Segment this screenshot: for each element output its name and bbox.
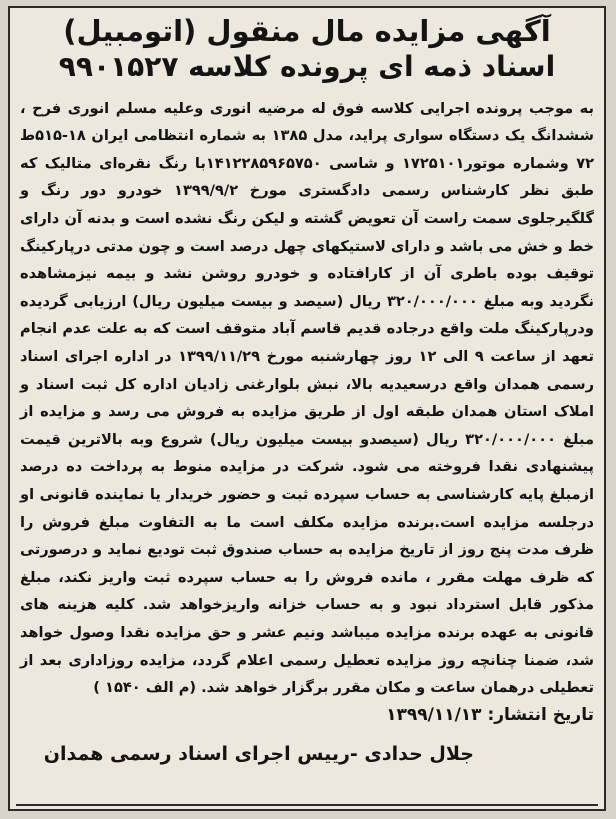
- notice-title: آگهی مزایده مال منقول (اتومبیل): [63, 14, 551, 48]
- notice-subtitle: اسناد ذمه ای پرونده کلاسه ۹۹۰۱۵۲۷: [58, 49, 556, 83]
- auction-notice: [8, 6, 606, 811]
- signature: جلال حدادی -رییس اجرای اسناد رسمی همدان: [43, 742, 474, 765]
- publish-date: تاریخ انتشار: ۱۳۹۹/۱۱/۱۳: [386, 704, 594, 725]
- notice-body: به موجب پرونده اجرایی کلاسه فوق له مرضیه انوری وعلیه مسلم انوری فرح ، ششدانگ یک دستگاه سواری پراید، مدل ۱۳۸۵ به شماره انتظامی ایران ۱۸-۵۱۵ط ۷۲ وشماره موتور۱۷۲۵۱۰۱ و شاسی ۱۴۱۲۲۸۵۹۶۵۷۵۰با رنگ نقره‌ای متالیک که طبق نظر کارشناس رسمی دادگستری مورخ ۱۳۹۹/۹/۲ خودرو دور رنگ و گلگیرجلوی سمت راست آن تعویض گشته و لیکن رنگ نشده است و بدنه آن دارای خط و خش می باشد و دارای لاستیکهای چهل درصد است و چون مدتی درپارکینگ توقیف بوده باطری آن از کارافتاده و خودرو روشن نشد و بیمه نیزمشاهده نگردید وبه مبلغ ۳۲۰/۰۰۰/۰۰۰ ریال (سیصد و بیست میلیون ریال) ارزیابی گردیده ودرپارکینگ ملت واقع درجاده قدیم قاسم آباد متوقف است که به علت عدم انجام تعهد از ساعت ۹ الی ۱۲ روز چهارشنبه مورخ ۱۳۹۹/۱۱/۲۹ در اداره اجرای اسناد رسمی همدان واقع درسعیدیه بالا، نبش بلوارغنی زادیان اداره کل ثبت اسناد و املاک استان همدان طبقه اول از طریق مزایده به فروش می رسد و مزایده از مبلغ ۳۲۰/۰۰۰/۰۰۰ ریال (سیصدو بیست میلیون ریال) شروع وبه بالاترین قیمت پیشنهادی نقدا فروخته می شود. شرکت در مزایده منوط به پرداخت ده درصد ازمبلغ پایه کارشناسی به حساب سپرده ثبت و حضور خریدار یا نماینده قانونی او درجلسه مزایده است.برنده مزایده مکلف است ما به التفاوت مبلغ فروش را ظرف مدت پنج روز از تاریخ مزایده به حساب صندوق ثبت تودیع نماید و درصورتی که ظرف مهلت مقرر ، مانده فروش را به حساب سپرده ثبت واریز نکند، مبلغ مذکور قابل استرداد نبود و به حساب خزانه واریزخواهد شد. کلیه هزینه های قانونی به عهده برنده مزایده میباشد ونیم عشر و حق مزایده نقدا وصول خواهد شد، ضمنا چنانچه روز مزایده تعطیل رسمی اعلام گردد، مزایده روزاداری بعد از تعطیلی درهمان ساعت و مکان مقرر برگزار خواهد شد. (م الف ۱۵۴۰ ): [20, 99, 595, 697]
- bottom-divider: [16, 804, 598, 806]
